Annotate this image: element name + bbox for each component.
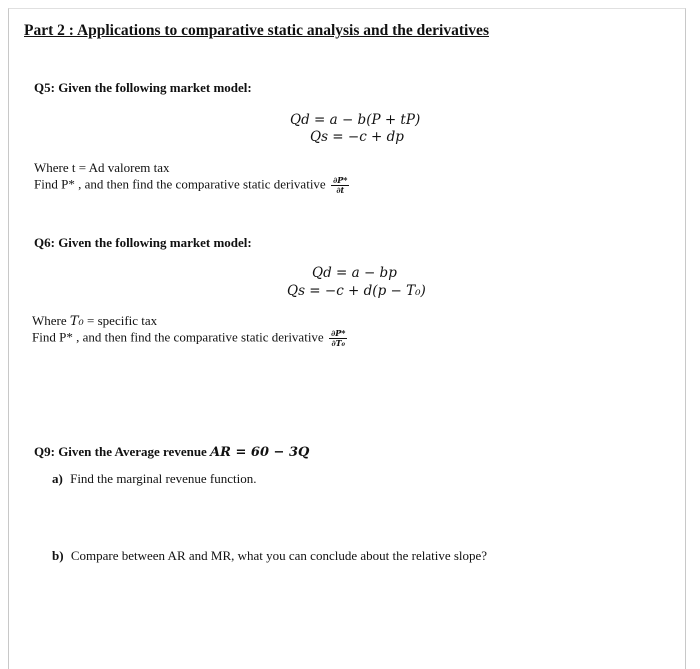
q9-heading-equation: AR = 60 − 3Q bbox=[210, 445, 310, 460]
q6-supply-equation: Qs = −c + d(p − T₀) bbox=[287, 283, 426, 299]
q6-find-text: Find P* , and then find the comparative static derivative bbox=[32, 329, 324, 345]
q5-derivative bbox=[331, 176, 349, 195]
q9-part-a bbox=[52, 471, 257, 487]
q5-where-suffix: = Ad valorem tax bbox=[78, 160, 170, 175]
q9-part-b-text: Compare between AR and MR, what you can conclude about the relative slope? bbox=[70, 548, 488, 563]
q6-where-prefix: Where bbox=[32, 313, 67, 328]
q6-derivative-denominator: ∂T₀ bbox=[331, 338, 346, 348]
q9-heading bbox=[34, 444, 309, 460]
q5-where-prefix: Where t bbox=[34, 160, 76, 175]
q5-find-line bbox=[34, 176, 349, 195]
q6-where-variable: T₀ bbox=[69, 314, 84, 329]
q5-where-line bbox=[34, 160, 170, 176]
q9-part-b bbox=[52, 548, 487, 564]
q9-part-b-label: b) bbox=[52, 548, 64, 563]
q9-part-a-text: Find the marginal revenue function. bbox=[70, 471, 257, 486]
q5-derivative-numerator: ∂P* bbox=[332, 175, 348, 185]
q5-supply-equation: Qs = −c + dp bbox=[310, 129, 404, 145]
q5-derivative-denominator: ∂t bbox=[336, 185, 345, 195]
q6-derivative-numerator: ∂P* bbox=[330, 328, 346, 338]
q6-where-line bbox=[32, 313, 157, 329]
q5-heading: Q5: Given the following market model: bbox=[34, 80, 252, 95]
q6-where-suffix: = specific tax bbox=[87, 313, 158, 328]
page-title: Part 2 : Applications to comparative static analysis and the derivatives bbox=[24, 22, 489, 39]
q5-demand-equation: Qd = a − b(P + tP) bbox=[290, 112, 421, 128]
q6-demand-equation: Qd = a − bp bbox=[312, 265, 397, 281]
q9-part-a-label: a) bbox=[52, 471, 63, 486]
q6-derivative bbox=[329, 329, 347, 348]
q6-find-line bbox=[32, 329, 347, 348]
q6-heading: Q6: Given the following market model: bbox=[34, 235, 252, 250]
q9-heading-text: Q9: Given the Average revenue bbox=[34, 444, 207, 459]
q5-find-text: Find P* , and then find the comparative static derivative bbox=[34, 176, 326, 192]
